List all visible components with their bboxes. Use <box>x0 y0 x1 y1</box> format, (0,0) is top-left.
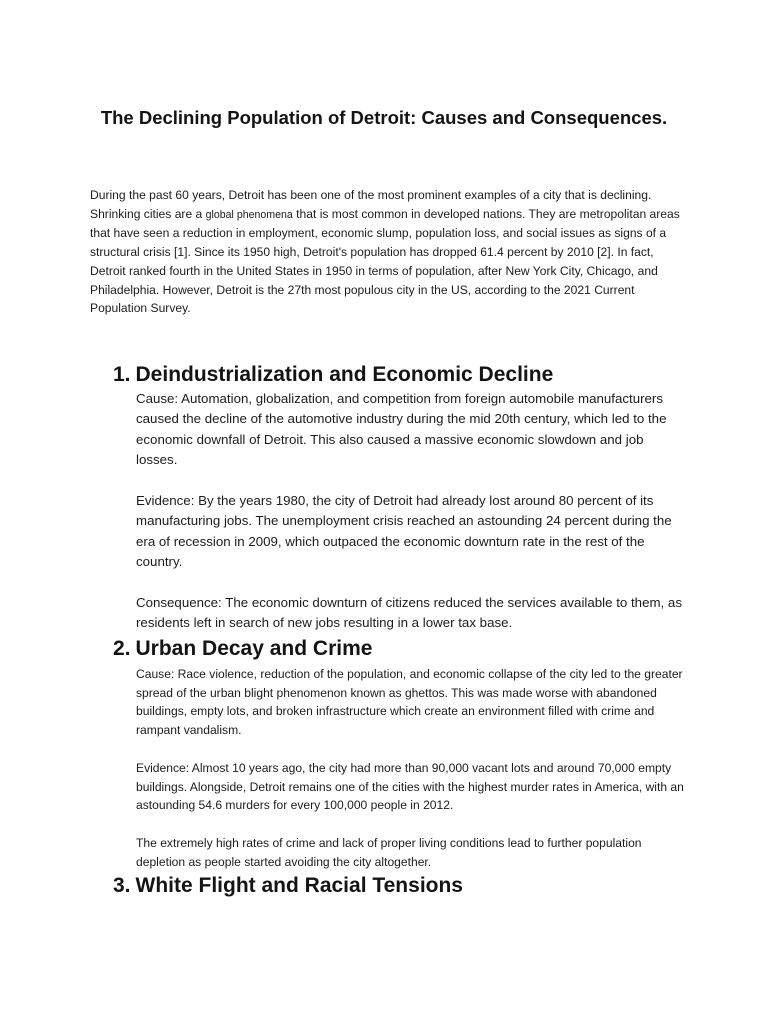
section-heading-text: Deindustrialization and Economic Decline <box>135 363 554 386</box>
section-heading-urban-decay <box>113 636 372 662</box>
section-number: 1. <box>113 363 131 386</box>
section-heading-deindustrialization <box>113 362 553 388</box>
section-number: 3. <box>113 874 131 897</box>
section-heading-text: Urban Decay and Crime <box>135 637 373 660</box>
intro-text-end: that is most common in developed nations. They are metropolitan areas that have seen a reduction in employment, economic slump, population loss, and social issues as signs of a structural crisis [1]. Since its 1950 high, Detroit's population has dropped 61.4 percent by 2010 [2]. In fact, Detroit ranked fourth in the United States in 1950 in terms of population, after New York City, Chicago, and Philadelphia. However, Detroit is the 27th most populous city in the US, according to the 2021 Current Population Survey. <box>90 206 680 316</box>
section-number: 2. <box>113 637 131 660</box>
section-heading-text: White Flight and Racial Tensions <box>135 874 463 897</box>
section-2-cause: Cause: Race violence, reduction of the population, and economic collapse of the city led to the greater spread of the urban blight phenomenon known as ghettos. This was made worse with abandoned buildings, empty lots, and broken infrastructure which create an environment filled with crime and rampant vandalism. <box>136 667 683 737</box>
document-title: The Declining Population of Detroit: Causes and Consequences. <box>100 107 668 129</box>
section-2-consequence: The extremely high rates of crime and lack of proper living conditions lead to further population depletion as people started avoiding the city altogether. <box>136 836 642 869</box>
section-1-evidence: Evidence: By the years 1980, the city of Detroit had already lost around 80 percent of its manufacturing jobs. The unemployment crisis reached an astounding 24 percent during the era of recession in 2009, which outpaced the economic downturn rate in the rest of the country. <box>136 493 672 570</box>
section-heading-white-flight <box>113 873 463 899</box>
section-2-evidence: Evidence: Almost 10 years ago, the city had more than 90,000 vacant lots and around 70,000 empty buildings. Alongside, Detroit remains one of the cities with the highest murder rates in America, with an astounding 54.6 murders for every 100,000 people in 2012. <box>136 761 684 813</box>
intro-paragraph <box>90 186 690 318</box>
section-1-consequence: Consequence: The economic downturn of citizens reduced the services available to them, as residents left in search of new jobs resulting in a lower tax base. <box>136 595 682 631</box>
intro-small-phrase: global phenomena <box>205 208 293 221</box>
section-1-cause: Cause: Automation, globalization, and competition from foreign automobile manufacturers caused the decline of the automotive industry during the mid 20th century, which led to the economic downfall of Detroit. This also caused a massive economic slowdown and job losses. <box>136 391 667 468</box>
intro-text-start: During the past 60 years, Detroit has been one of the most prominent examples of a city that is declining. Shrinking cities are a <box>90 188 652 221</box>
